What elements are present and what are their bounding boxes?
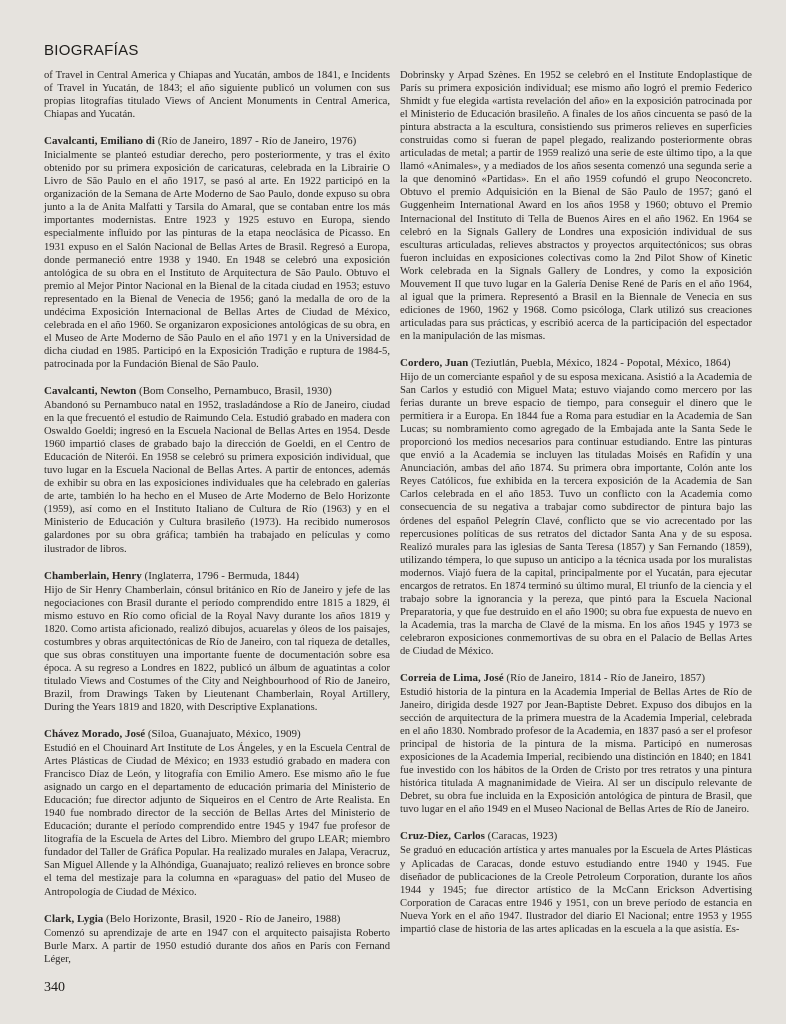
entry-text: Estudió en el Chouinard Art Institute de Los Ángeles, y en la Escuela Central de Artes Plásticas de Ciudad de México; en 1933 estudió grabado en madera con Francisco Díaz de León, y litografía con Emilio Amero. Ese mismo año le fue asignado un cargo en el departamento de educación primaria del Ministerio de Educación; fue director adjunto de Siqueiros en el Centro de Arte Realista. En 1940 fue nombrado director de la sección de Bellas Artes del Ministerio de Educación; durante el período comprendido entre 1945 y 1947 fue profesor de litografía de la Escuela de Artes del Libro. Miembro del grupo LEAR; miembro fundador del Taller de Gráfica Popular. Ha realizado murales en Jalapa, Veracruz, San Miguel Allende y la Alhóndiga, Guanajuato; realizó relieves en bronce sobre el tema del mestizaje para la columna en «paraguas» del patio del Museo de Antropología de Ciudad de México. [44, 743, 390, 898]
entry-details: (Bom Conselho, Pernambuco, Brasil, 1930) [139, 384, 332, 397]
entry-text: Comenzó su aprendizaje de arte en 1947 con el arquitecto paisajista Roberto Burle Marx. A partir de 1950 estudió durante dos años en París con Fernand Léger, [44, 927, 390, 965]
entry-heading [400, 356, 752, 370]
entry-heading [44, 727, 390, 741]
biography-entry [400, 829, 752, 935]
entry-details: (Siloa, Guanajuato, México, 1909) [147, 728, 301, 741]
left-column [44, 69, 390, 966]
entry-name: Correia de Lima, José [400, 672, 504, 685]
biography-entry [44, 384, 390, 556]
running-head: BIOGRAFÍAS [44, 42, 139, 59]
entry-name: Cavalcanti, Newton [44, 384, 137, 397]
entry-name: Chamberlain, Henry [44, 569, 142, 582]
entry-heading [44, 134, 390, 148]
entry-name: Cordero, Juan [400, 356, 469, 369]
entry-details: (Inglaterra, 1796 - Bermuda, 1844) [144, 569, 300, 582]
entry-details: (Belo Horizonte, Brasil, 1920 - Río de Janeiro, 1988) [106, 912, 341, 925]
entry-heading [400, 671, 752, 685]
entry-details: (Teziutlán, Puebla, México, 1824 - Popotal, México, 1864) [471, 356, 731, 369]
entry-heading [44, 912, 390, 926]
page-number: 340 [44, 980, 65, 995]
entry-text: Se graduó en educación artística y artes manuales por la Escuela de Artes Plásticas y Aplicadas de Caracas, donde estuvo estudiando entre 1940 y 1945. Fue diseñador de publicaciones de la Creole Petroleum Corporation, durante los años 1944 y 1945; fue director artístico de la McCann Erickson Advertising Corporation de Caracas entre 1946 y 1951, con un breve período de estancia en Nueva York en el año 1947. Ilustrador del diario El Nacional; entre 1953 y 1955 impartió clase de historia de las artes aplicadas en la escuela a la que asistía. Es- [400, 845, 752, 935]
right-column [400, 69, 752, 936]
entry-name: Cavalcanti, Emiliano di [44, 135, 155, 148]
continuation-text: of Travel in Central America y Chiapas and Yucatán, ambos de 1841, e Incidents of Travel in Yucatán, de 1843; el año siguiente publicó un volumen con sus propias litografías titulado Views of Ancient Monuments in Central America, Chiapas and Yucatán. [44, 70, 390, 121]
entry-text: Hijo de Sir Henry Chamberlain, cónsul británico en Río de Janeiro y jefe de las negociaciones con Brasil durante el período comprendido entre 1815 a 1829, él mismo estuvo en Río como oficial de la Royal Navy durante los años 1819 y 1820. Como artista aficionado, realizó dibujos, acuarelas y óleos de los paisajes, costumbres y obras arquitectónicas de Río de Janeiro, con tal riqueza de detalles, que sus obras constituyen una importante fuente de documentación sobre esa época. A su regreso a Londres en 1822, publicó un álbum de aguatintas a color titulado Views and Costumes of the City and Neighbourhood of Rio de Janeiro, Brazil, from Drawings Taken by Lieutenant Chamberlain, Royal Artillery, During the Years 1819 and 1820, with Descriptive Explanations. [44, 584, 390, 713]
entry-details: (Caracas, 1923) [487, 830, 558, 843]
entry-text: Inicialmente se planteó estudiar derecho, pero posteriormente, y tras el éxito obtenido por su primera exposición de caricaturas, celebrada en la Librairie O Livro de São Paulo en el año 1917, se pasó al arte. En 1922 participó en la organización de la Semana de Arte Moderno de Sao Paulo, donde expuso su obra junto a la de Anita Malfatti y Tarsila do Amaral, que se contaban entre los más importantes modernistas. Entre 1923 y 1925 estuvo en Europa, siendo especialmente influido por las pinturas de la etapa neoclásica de Picasso. En 1931 expuso en el Salón Nacional de Bellas Artes de Brasil. Regresó a Europa, donde permaneció entre 1938 y 1940. En 1948 se celebró una exposición antológica de su obra en el Instituto de Arquitectura de São Paulo. Obtuvo el premio al Mejor Pintor Nacional en la Bienal de la citada ciudad en 1953; estuvo representado en la Bienal de Venecia de 1956; ganó la medalla de oro de la undécima Exposición Internacional de Bellas Artes de Ciudad de México, celebrada en el año 1960. Se organizaron exposiciones antológicas de su obra, en el Museo de Arte Moderno de São Paulo en el año 1971 y en la Universidad de dicha ciudad en 1985. Participó en la Exposición Tradição e ruptura de 1984-5, patrocinada por la Fundación Bienal de São Paulo. [44, 150, 390, 370]
continuation-text: Dobrinsky y Arpad Szènes. En 1952 se celebró en el Institute Endoplastique de París su primera exposición individual; ese mismo año logró el premio Federico Shmidt y fue elegida «artista revelación del año» en la exposición patrocinada por el Ministerio de Educación brasileño. A finales de los años cincuenta se pasó de la pintura abstracta a la escultura, consistiendo sus primeros relieves en superficies construidas como si fueran de papel plegado, realizando posteriormente obras articuladas de metal; a partir de 1959 realizó una serie de este último tipo, a la que llamó «Animales», y a mediados de los años sesenta comenzó una segunda serie a la que denominó «Partidas». En el año 1959 cofundó el grupo Neoconcreto. Obtuvo el premio Adquisición en la Bienal de São Paulo de 1957; ganó el Guggenheim International Award en los años 1958 y 1960; obtuvo el Premio Internacional del Instituto di Tella de Buenos Aires en el año 1962. En 1964 se celebró en la Signals Gallery de Londres una exposición individual de sus esculturas articuladas, relieves abstractos y proyectos arquitectónicos; sus obras fueron incluidas en exposiciones colectivas como la 2nd Pilot Show of Kinetic Work celebrada en la Signals Gallery de Londres, y como la exposición Mouvement II que tuvo lugar en la Galería Denise René de París en el año 1964, al igual que la primera. Representó a Brasil en la Biennale de Venecia en sus ediciones de 1960, 1962 y 1968. Como psicóloga, Clark utilizó sus creaciones articuladas para sus prácticas, y escribió acerca de la participación del espectador en la manipulación de las mismas. [400, 70, 752, 342]
entry-details: (Río de Janeiro, 1897 - Río de Janeiro, 1976) [157, 135, 357, 148]
biography-entry [44, 134, 390, 371]
entry-name: Clark, Lygia [44, 912, 104, 925]
entry-name: Cruz-Diez, Carlos [400, 830, 485, 843]
entry-heading [400, 829, 752, 843]
biography-entry [400, 671, 752, 816]
biography-entry [400, 356, 752, 658]
biography-entry [44, 569, 390, 714]
entry-name: Chávez Morado, José [44, 728, 146, 741]
entry-details: (Río de Janeiro, 1814 - Río de Janeiro, 1857) [506, 672, 705, 685]
biography-entry [44, 912, 390, 966]
entry-text: Estudió historia de la pintura en la Academia Imperial de Bellas Artes de Río de Janeiro, dirigida desde 1927 por Jean-Baptiste Debret. Expuso dos dibujos en la sección de arquitectura de la primera muestra de la Academia Imperial, celebrada en el año 1830. Nombrado profesor de la Academia, en 1837 pasó a ser el profesor principal de historia de la pintura de la misma. Participó en numerosas exposiciones de la Academia Imperial, recibiendo una distinción en 1840; en 1841 fue investido con los hábitos de la Orden de Cristo por tres retratos y una pintura histórica titulada A magnanimidade de Vieira. Al ser un discípulo relevante de Debret, su obra fue incluida en la Exposición antológica de pintura de Brasil, que tuvo lugar en el año 1949 en el Museo Nacional de Bellas Artes de Río de Janeiro. [400, 687, 752, 816]
entry-heading [44, 384, 390, 398]
entry-heading [44, 569, 390, 583]
entry-text: Abandonó su Pernambuco natal en 1952, trasladándose a Río de Janeiro, ciudad en la que frecuentó el estudio de Raimundo Cela. Estudió grabado en madera con Oswaldo Goeldi; ingresó en la Escuela Nacional de Bellas Artes en 1954. Desde 1960 impartió clases de grabado bajo la dirección de Goeldi, en el Centro de Educación de Niterói. En 1958 se celebró su primera exposición individual, que tuvo lugar en la Escuela Nacional de Bellas Artes. A partir de entonces, además de exhibir su obra en las exposiciones individuales que ha celebrado en galerías de arte, también lo ha hecho en el Museo de Arte Moderno de Belo Horizonte (1959), así como en el Instituto Italiano de Cultura de Río (1963) y en el Ministerio de Educación y Cultura brasileño (1973). Ha recibido numerosos galardones por su obra gráfica; también ha trabajado en películas y como ilustrador de libros. [44, 399, 390, 555]
biography-entry [44, 727, 390, 899]
entry-text: Hijo de un comerciante español y de su esposa mexicana. Asistió a la Academia de San Carlos y estudió con Miguel Mata; estuvo viajando como mercero por las ferias durante un breve espacio de tiempo, para conseguir el dinero que le permitiera ir a Europa. En 1844 fue a Roma para estudiar en la Academia de San Lucas; su nombramiento como agregado de la Embajada ante la Santa Sede le proporcionó los medios necesarios para continuar estudiando. Entre las pinturas que envió a la Academia se incluyen las tituladas Moisés en Rafidín y una Anunciación, ambas del año 1874. Su primera obra importante, Colón ante los Reyes Católicos, fue exhibida en la tercera exposición de la Academia de San Carlos celebrada en el año 1853. Tuvo un conflicto con la Academia como consecuencia de su negativa a trabajar como subdirector de pintura bajo las órdenes del español Pelegrín Clavé, conflicto que se vio acrecentado por las repercusiones políticas de sus retratos del dictador Santa Ana y de su esposa. Realizó murales para las iglesias de Santa Teresa (1857) y San Fernando (1859), utilizando témpera, lo que supuso un anticipo a la técnica usada por los muralistas modernos. Viajó fuera de la capital, principalmente por el Yucatán, para ejecutar encargos de retratos. En 1874 terminó su último mural, El triunfo de la ciencia y el trabajo sobre la ignorancia y la pereza, que pintó para la Escuela Nacional Preparatoria, y que fue destruido en el año 1900; su obra fue expuesta de nuevo en la Academia, tras la marcha de Clavé de la misma. En los años 1945 y 1973 se celebraron exposiciones conmemortivas de su obra en el Palacio de Bellas Artes de Ciudad de México. [400, 371, 752, 657]
